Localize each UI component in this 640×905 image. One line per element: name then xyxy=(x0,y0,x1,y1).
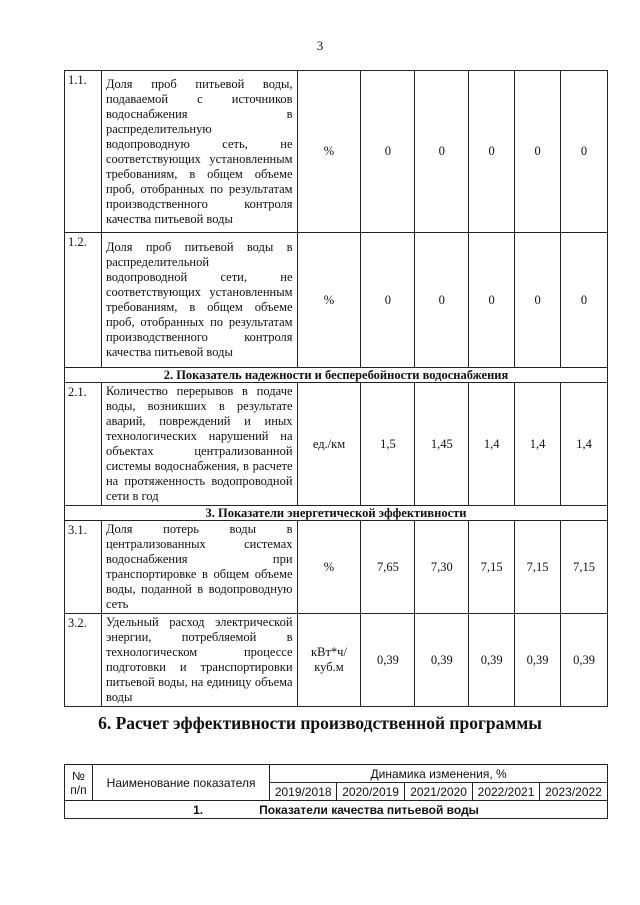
indicator-value: 0,39 xyxy=(361,614,415,707)
indicator-value: 0,39 xyxy=(415,614,469,707)
year-header: 2022/2021 xyxy=(473,783,540,801)
indicator-name: Доля потерь воды в централизованных системах водоснабжения при транспортировке в общем объеме воды, поданной в водопроводную сеть xyxy=(101,521,297,614)
indicator-value: 1,45 xyxy=(415,383,469,506)
indicator-value: 0,39 xyxy=(469,614,515,707)
section-row xyxy=(65,368,608,383)
indicators-table xyxy=(64,70,608,707)
indicator-name: Количество перерывов в подаче воды, возникших в результате аварий, повреждений и иных технологических нарушений на объектах централизованной системы водоснабжения, в расчете на протяженность водопроводной сети в год xyxy=(101,383,297,506)
indicator-value: 1,4 xyxy=(561,383,608,506)
row-number: 1.2. xyxy=(65,233,102,368)
page-number: 3 xyxy=(316,38,324,53)
section-label: Показатели качества питьевой воды xyxy=(259,802,479,817)
section-heading: 6. Расчет эффективности производственной программы xyxy=(98,713,542,733)
indicator-name: Удельный расход электрической энергии, потребляемой в технологическом процессе подготовки и транспортировки питьевой воды, на единицу объема воды xyxy=(101,614,297,707)
indicator-unit: % xyxy=(297,521,361,614)
indicator-unit: кВт*ч/ куб.м xyxy=(297,614,361,707)
col-name-header: Наименование показателя xyxy=(92,765,269,801)
indicator-unit: % xyxy=(297,233,361,368)
year-header: 2021/2020 xyxy=(405,783,473,801)
section-title: 3. Показатели энергетической эффективности xyxy=(65,506,608,521)
dynamics-table xyxy=(64,764,608,819)
year-header: 2020/2019 xyxy=(337,783,405,801)
table-row xyxy=(65,71,608,233)
year-header: 2023/2022 xyxy=(539,783,607,801)
row-number: 3.2. xyxy=(65,614,102,707)
indicator-value: 0 xyxy=(469,71,515,233)
section-number: 1. xyxy=(193,802,204,817)
indicator-unit: % xyxy=(297,71,361,233)
row-number: 2.1. xyxy=(65,383,102,506)
indicator-value: 0 xyxy=(415,233,469,368)
indicator-unit: ед./км xyxy=(297,383,361,506)
header-row xyxy=(65,765,608,783)
table-row xyxy=(65,383,608,506)
indicator-value: 7,15 xyxy=(469,521,515,614)
indicator-value: 1,4 xyxy=(469,383,515,506)
indicator-value: 0,39 xyxy=(561,614,608,707)
col-dynamics-header: Динамика изменения, % xyxy=(270,765,608,783)
row-number: 3.1. xyxy=(65,521,102,614)
indicator-value: 7,15 xyxy=(515,521,561,614)
indicator-value: 0,39 xyxy=(515,614,561,707)
section-title: 2. Показатель надежности и бесперебойности водоснабжения xyxy=(65,368,608,383)
section-title xyxy=(65,801,608,819)
row-number: 1.1. xyxy=(65,71,102,233)
table-row xyxy=(65,233,608,368)
indicator-value: 0 xyxy=(561,71,608,233)
indicator-value: 0 xyxy=(515,233,561,368)
section-row xyxy=(65,801,608,819)
indicator-value: 0 xyxy=(515,71,561,233)
indicator-value: 7,65 xyxy=(361,521,415,614)
indicator-value: 1,4 xyxy=(515,383,561,506)
indicator-value: 1,5 xyxy=(361,383,415,506)
year-header: 2019/2018 xyxy=(270,783,337,801)
table-row xyxy=(65,614,608,707)
indicator-value: 0 xyxy=(415,71,469,233)
table-row xyxy=(65,521,608,614)
section-row xyxy=(65,506,608,521)
indicator-value: 0 xyxy=(361,233,415,368)
indicator-value: 7,30 xyxy=(415,521,469,614)
indicator-name: Доля проб питьевой воды, подаваемой с источников водоснабжения в распределительную водопроводную сеть, не соответствующих установленным требованиям, в общем объеме проб, отобранных по результатам производственного контроля качества питьевой воды xyxy=(101,71,297,233)
indicator-value: 7,15 xyxy=(561,521,608,614)
indicator-name: Доля проб питьевой воды в распределительной водопроводной сети, не соответствующих установленным требованиям, в общем объеме проб, отобранных по результатам производственного контроля качества питьевой воды xyxy=(101,233,297,368)
col-num-header: № п/п xyxy=(65,765,93,801)
indicator-value: 0 xyxy=(361,71,415,233)
indicator-value: 0 xyxy=(469,233,515,368)
indicator-value: 0 xyxy=(561,233,608,368)
